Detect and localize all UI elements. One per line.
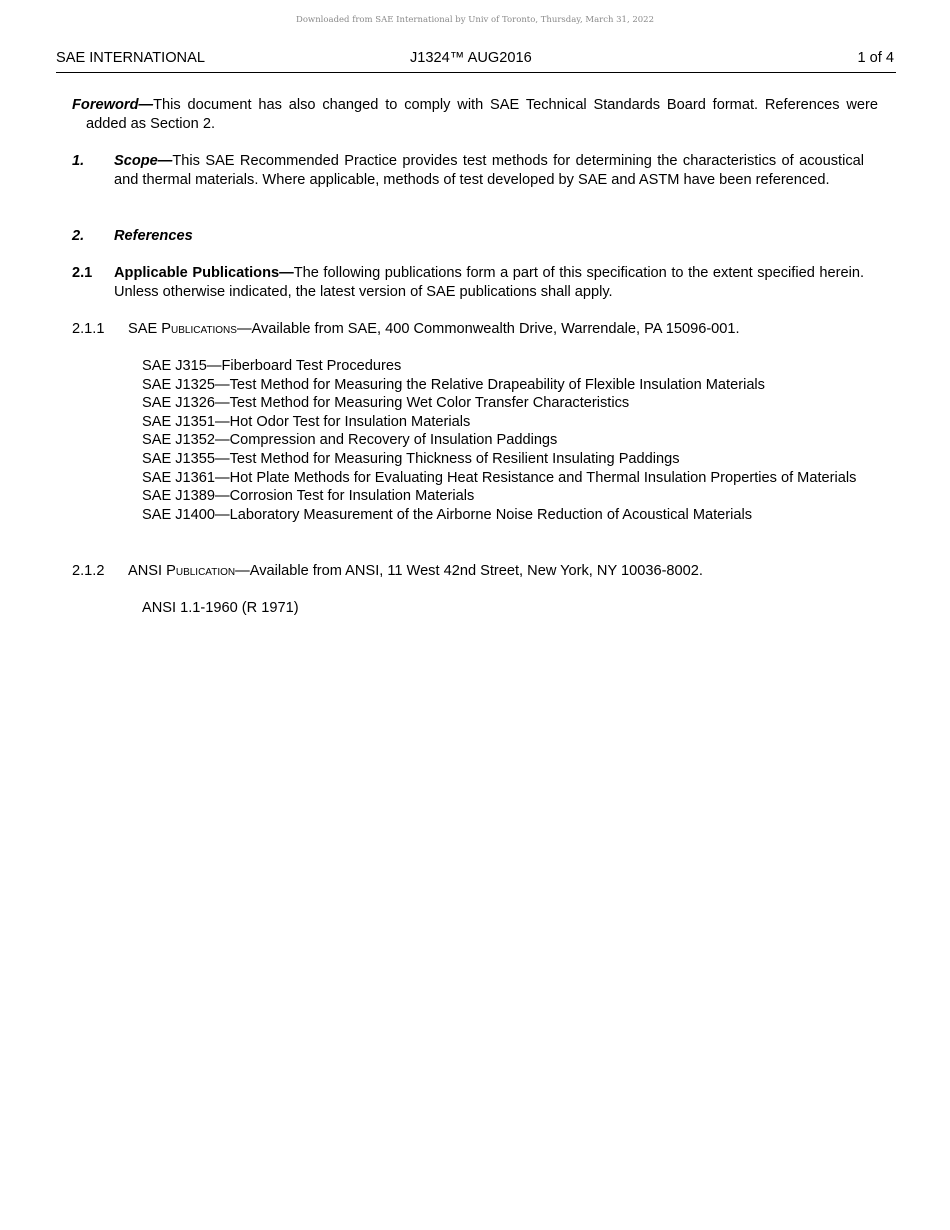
applicable-text: The following publications form a part of this specification to the extent specified herein. Unless otherwise indicated, the latest version of SAE publications shall apply. [114,265,864,300]
sae-publications-line [128,320,740,339]
references-heading [72,227,864,246]
reference-item: SAE J1400—Laboratory Measurement of the Airborne Noise Reduction of Acoustical Materials [142,506,753,523]
scope-text: This SAE Recommended Practice provides test methods for determining the characteristics of acoustical and thermal materials. Where applicable, methods of test developed by SAE and ASTM have been referenced. [114,153,864,188]
ansi-publication-heading [72,562,864,581]
references-number: 2. [72,228,85,244]
download-watermark: Downloaded from SAE International by Univ of Toronto, Thursday, March 31, 2022 [296,15,654,25]
reference-item: SAE J1389—Corrosion Test for Insulation Materials [142,488,475,505]
sae-publications-label: Publications [161,321,237,337]
reference-item: SAE J1351—Hot Odor Test for Insulation Materials [142,413,471,430]
scope-number: 1. [72,153,85,169]
reference-item: SAE J1326—Test Method for Measuring Wet Color Transfer Characteristics [142,395,630,412]
header-doc-id: J1324™ AUG2016 [410,50,532,66]
reference-item: SAE J1325—Test Method for Measuring the Relative Drapeability of Flexible Insulation Materials [142,376,765,393]
applicable-publications-section [72,264,864,302]
sae-publications-text: —Available from SAE, 400 Commonwealth Drive, Warrendale, PA 15096-001. [236,321,740,337]
foreword-label: Foreword— [72,97,154,113]
reference-item: SAE J315—Fiberboard Test Procedures [142,358,402,374]
page-header [56,50,896,73]
scope-label: Scope— [114,153,173,169]
ansi-reference-list [142,599,864,618]
ansi-publication-text: —Available from ANSI, 11 West 42nd Street, New York, NY 10036-8002. [235,563,703,579]
applicable-label: Applicable Publications— [114,265,294,281]
reference-item: SAE J1352—Compression and Recovery of Insulation Paddings [142,432,558,449]
references-title: References [114,228,193,244]
reference-item: ANSI 1.1-1960 (R 1971) [142,600,299,616]
sae-publications-prefix: SAE [128,321,162,337]
sae-publications-heading [72,320,864,339]
scope-section [72,152,864,190]
applicable-number: 2.1 [72,265,93,281]
scope-paragraph [114,152,864,190]
sae-reference-list [142,357,864,524]
reference-item: SAE J1361—Hot Plate Methods for Evaluating Heat Resistance and Thermal Insulation Properties of Materials [142,469,857,486]
applicable-paragraph [114,264,864,302]
foreword-paragraph [72,96,878,134]
ansi-publication-line [128,562,703,581]
header-org: SAE INTERNATIONAL [56,50,205,66]
header-page-number: 1 of 4 [857,50,894,66]
foreword-text: This document has also changed to comply with SAE Technical Standards Board format. References were added as Section 2. [86,97,878,132]
sae-publications-number: 2.1.1 [72,321,105,337]
reference-item: SAE J1355—Test Method for Measuring Thickness of Resilient Insulating Paddings [142,450,680,467]
ansi-publication-label: Publication [166,563,236,579]
ansi-publication-number: 2.1.2 [72,563,105,579]
ansi-publication-prefix: ANSI [128,563,167,579]
